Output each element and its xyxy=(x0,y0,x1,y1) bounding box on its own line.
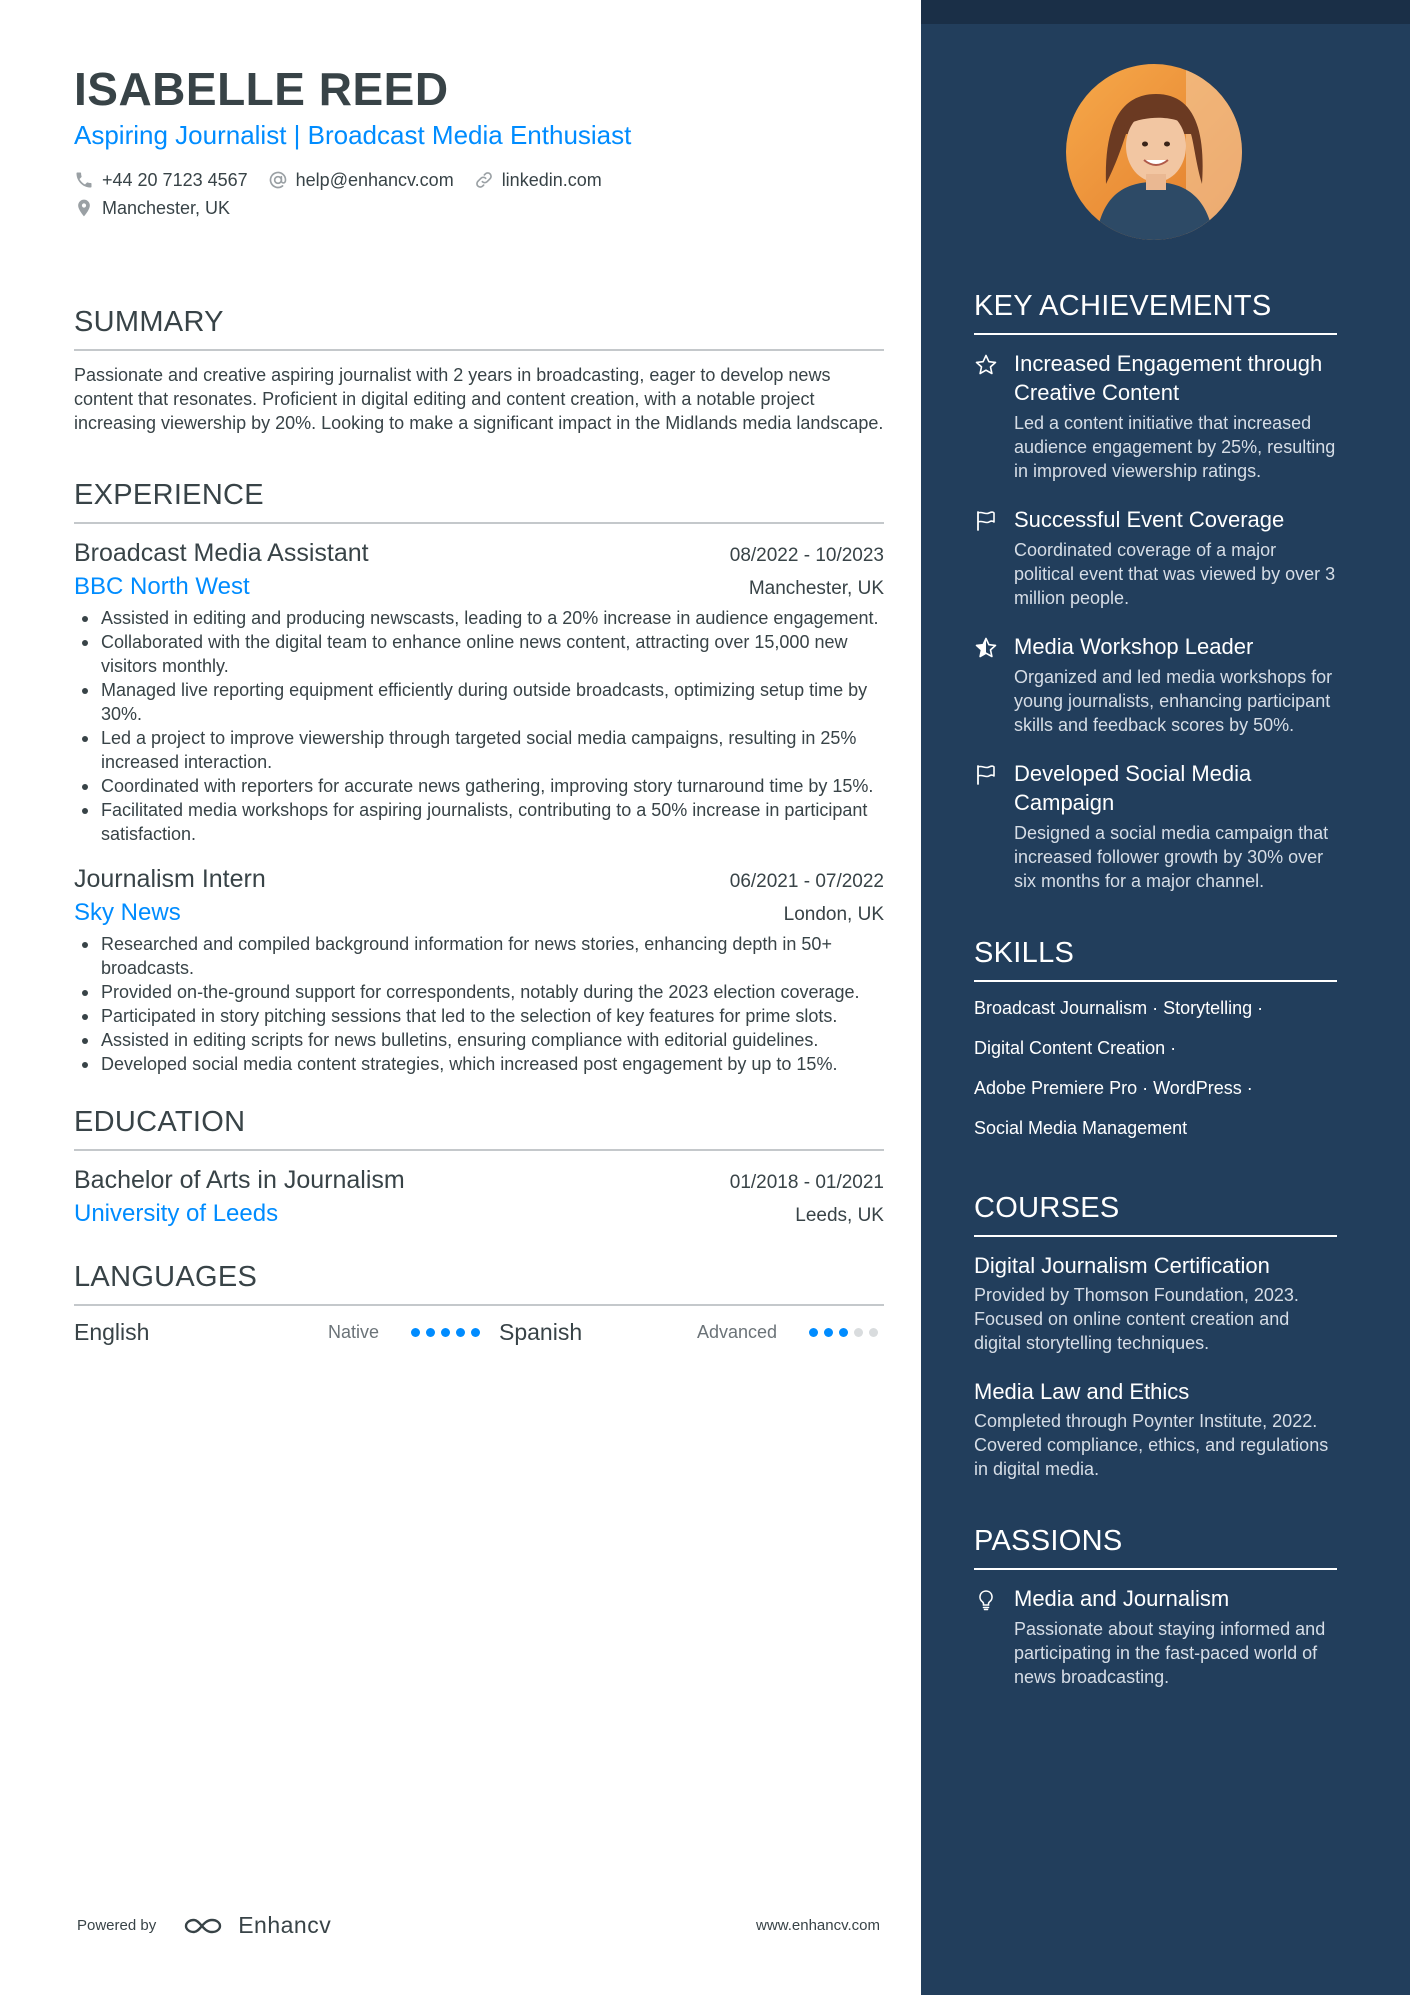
achievement-title: Successful Event Coverage xyxy=(1014,507,1285,532)
job-entry xyxy=(74,536,884,846)
job-bullet: Assisted in editing and producing newscasts, leading to a 20% increase in audience engagement. xyxy=(74,606,884,630)
rating-dot-filled xyxy=(471,1328,480,1337)
summary-section xyxy=(74,306,884,435)
passions-section xyxy=(974,1525,1337,1689)
job-dates: 06/2021 - 07/2022 xyxy=(729,871,884,892)
achievement-title: Developed Social Media Campaign xyxy=(1014,761,1252,815)
main-column xyxy=(74,62,884,1354)
at-icon xyxy=(268,170,288,190)
rating-dot-filled xyxy=(441,1328,450,1337)
rating-dot-filled xyxy=(426,1328,435,1337)
achievement-item xyxy=(974,632,1337,737)
job-dates: 08/2022 - 10/2023 xyxy=(729,545,884,566)
languages-heading: LANGUAGES xyxy=(74,1261,884,1306)
education-heading: EDUCATION xyxy=(74,1106,884,1151)
rating-dot-filled xyxy=(809,1328,818,1337)
language-name: Spanish xyxy=(499,1318,583,1345)
passion-item xyxy=(974,1584,1337,1689)
summary-heading: SUMMARY xyxy=(74,306,884,351)
course-item xyxy=(974,1377,1337,1481)
job-bullet: Assisted in editing scripts for news bulletins, ensuring compliance with editorial guidelines. xyxy=(74,1028,884,1052)
school-name[interactable]: University of Leeds xyxy=(74,1200,279,1227)
powered-by xyxy=(77,1912,331,1939)
course-desc: Provided by Thomson Foundation, 2023. Focused on online content creation and digital storytelling techniques. xyxy=(974,1285,1299,1353)
enhancv-logo-icon xyxy=(182,1914,228,1938)
job-title: Journalism Intern xyxy=(74,865,266,893)
rating-dot-filled xyxy=(824,1328,833,1337)
achievement-desc: Led a content initiative that increased audience engagement by 25%, resulting in improved viewership ratings. xyxy=(1014,413,1336,481)
course-title: Digital Journalism Certification xyxy=(974,1253,1270,1278)
skills-section xyxy=(974,937,1337,1148)
skills-line: Social Media Management xyxy=(974,1118,1188,1138)
sidebar-top-bar xyxy=(921,0,1410,24)
achievements-heading: KEY ACHIEVEMENTS xyxy=(974,290,1337,335)
achievement-item xyxy=(974,759,1337,893)
phone-icon xyxy=(74,170,94,190)
job-bullet: Facilitated media workshops for aspiring journalists, contributing to a 50% increase in participant satisfaction. xyxy=(74,798,884,846)
rating-dot-empty xyxy=(854,1328,863,1337)
job-title: Broadcast Media Assistant xyxy=(74,539,369,567)
skills-line: Digital Content Creation · xyxy=(974,1038,1177,1058)
sidebar-content xyxy=(974,290,1337,1733)
job-bullet: Researched and compiled background information for news stories, enhancing depth in 50+ broadcasts. xyxy=(74,932,884,980)
passions-heading: PASSIONS xyxy=(974,1525,1337,1570)
passion-desc: Passionate about staying informed and participating in the fast-paced world of news broadcasting. xyxy=(1014,1619,1326,1687)
profile-photo xyxy=(1066,64,1242,240)
skills-line: Broadcast Journalism · Storytelling · xyxy=(974,998,1264,1018)
language-name: English xyxy=(74,1318,150,1345)
rating-dot-filled xyxy=(411,1328,420,1337)
course-item xyxy=(974,1251,1337,1355)
sidebar xyxy=(921,0,1410,1995)
degree-title: Bachelor of Arts in Journalism xyxy=(74,1166,405,1194)
job-bullet: Provided on-the-ground support for correspondents, notably during the 2023 election coverage. xyxy=(74,980,884,1004)
job-entry xyxy=(74,862,884,1076)
rating-dot-empty xyxy=(869,1328,878,1337)
education-section xyxy=(74,1106,884,1231)
achievement-desc: Coordinated coverage of a major political event that was viewed by over 3 million people. xyxy=(1014,540,1336,608)
location-contact xyxy=(74,198,230,219)
summary-text: Passionate and creative aspiring journalist with 2 years in broadcasting, eager to develop news content that resonates. Proficient in digital editing and content creation, with a notable project increasing viewership by 20%. Looking to make a significant impact in the Midlands media landscape. xyxy=(74,365,884,433)
experience-section xyxy=(74,479,884,1076)
job-bullet: Developed social media content strategies, which increased post engagement by up to 15%. xyxy=(74,1052,884,1076)
courses-heading: COURSES xyxy=(974,1192,1337,1237)
language-level: Native xyxy=(327,1321,379,1342)
rating-dot-filled xyxy=(839,1328,848,1337)
star-half-icon xyxy=(974,636,998,660)
language-level: Advanced xyxy=(696,1321,777,1342)
course-title: Media Law and Ethics xyxy=(974,1379,1190,1404)
achievement-item xyxy=(974,349,1337,483)
passion-title: Media and Journalism xyxy=(1014,1586,1230,1611)
job-bullet: Participated in story pitching sessions that led to the selection of key features for prime slots. xyxy=(74,1004,884,1028)
location-text: Manchester, UK xyxy=(102,197,231,218)
language-rating xyxy=(411,1328,486,1337)
job-bullet: Coordinated with reporters for accurate news gathering, improving story turnaround time by 15%. xyxy=(74,774,884,798)
linkedin-text: linkedin.com xyxy=(501,169,602,190)
achievement-desc: Organized and led media workshops for young journalists, enhancing participant skills and feedback scores by 50%. xyxy=(1014,667,1333,735)
location-pin-icon xyxy=(74,198,94,218)
candidate-name: ISABELLE REED xyxy=(74,63,449,115)
school-location: Leeds, UK xyxy=(795,1205,884,1226)
language-rating xyxy=(809,1328,884,1337)
phone-contact[interactable] xyxy=(74,170,248,191)
company-name[interactable]: Sky News xyxy=(74,899,181,926)
job-bullet: Managed live reporting equipment efficiently during outside broadcasts, optimizing setup time by 30%. xyxy=(74,678,884,726)
link-icon xyxy=(474,170,494,190)
job-location: Manchester, UK xyxy=(748,578,884,599)
language-item xyxy=(499,1319,884,1346)
experience-heading: EXPERIENCE xyxy=(74,479,884,524)
education-dates: 01/2018 - 01/2021 xyxy=(729,1172,884,1193)
avatar xyxy=(1066,64,1242,240)
flag-icon xyxy=(974,763,998,787)
job-bullets xyxy=(74,932,884,1076)
company-name[interactable]: BBC North West xyxy=(74,573,250,600)
achievements-section xyxy=(974,290,1337,893)
lightbulb-icon xyxy=(974,1588,998,1612)
contact-info xyxy=(74,166,884,222)
achievement-title: Media Workshop Leader xyxy=(1014,634,1254,659)
email-contact[interactable] xyxy=(268,170,454,191)
languages-section xyxy=(74,1261,884,1354)
language-item xyxy=(74,1319,499,1346)
powered-by-label: Powered by xyxy=(77,1917,157,1934)
footer xyxy=(77,1912,880,1939)
achievement-desc: Designed a social media campaign that increased follower growth by 30% over six months for a major channel. xyxy=(1014,823,1329,891)
job-bullets xyxy=(74,606,884,846)
brand-name: Enhancv xyxy=(238,1912,332,1938)
achievement-item xyxy=(974,505,1337,610)
rating-dot-filled xyxy=(456,1328,465,1337)
star-outline-icon xyxy=(974,353,998,377)
skills-heading: SKILLS xyxy=(974,937,1337,982)
courses-section xyxy=(974,1192,1337,1481)
job-bullet: Led a project to improve viewership through targeted social media campaigns, resulting in 25% increased interaction. xyxy=(74,726,884,774)
course-desc: Completed through Poynter Institute, 2022. Covered compliance, ethics, and regulations in digital media. xyxy=(974,1411,1329,1479)
job-bullet: Collaborated with the digital team to enhance online news content, attracting over 15,000 new visitors monthly. xyxy=(74,630,884,678)
footer-website[interactable]: www.enhancv.com xyxy=(756,1917,880,1934)
candidate-title: Aspiring Journalist | Broadcast Media Enthusiast xyxy=(74,120,632,150)
phone-text: +44 20 7123 4567 xyxy=(102,169,248,190)
flag-icon xyxy=(974,509,998,533)
languages-row xyxy=(74,1310,884,1354)
linkedin-contact[interactable] xyxy=(474,170,602,191)
achievement-title: Increased Engagement through Creative Content xyxy=(1014,351,1323,405)
brand-logo[interactable] xyxy=(182,1912,331,1939)
email-text: help@enhancv.com xyxy=(295,169,454,190)
skills-line: Adobe Premiere Pro · WordPress · xyxy=(974,1078,1253,1098)
job-location: London, UK xyxy=(783,904,884,925)
